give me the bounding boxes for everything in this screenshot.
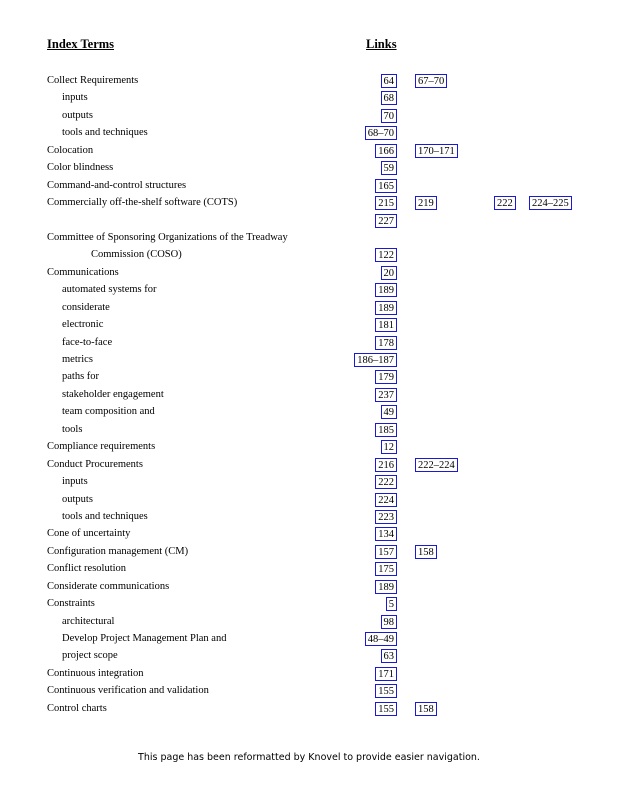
page-link[interactable]: 215 (375, 196, 397, 210)
page-link[interactable]: 155 (375, 702, 397, 716)
page-link[interactable]: 122 (375, 248, 397, 262)
page-link[interactable]: 216 (375, 458, 397, 472)
index-row (0, 247, 618, 264)
index-row (0, 300, 618, 317)
index-row (0, 614, 618, 631)
index-term: architectural (62, 615, 115, 627)
index-row (0, 474, 618, 491)
index-term: Commission (COSO) (91, 249, 182, 261)
index-term: Communications (47, 266, 119, 278)
index-row (0, 160, 618, 177)
index-row (0, 213, 618, 230)
index-row (0, 701, 618, 718)
index-list (0, 73, 618, 718)
index-terms-heading: Index Terms (47, 37, 115, 51)
index-term: Control charts (47, 702, 107, 714)
index-row (0, 457, 618, 474)
index-term: Conflict resolution (47, 563, 127, 575)
index-term: Collect Requirements (47, 75, 139, 86)
index-row (0, 439, 618, 456)
page-link[interactable]: 70 (381, 109, 398, 123)
footer-note: This page has been reformatted by Knovel to provide easier navigation. (138, 752, 480, 763)
index-row (0, 683, 618, 700)
index-term: inputs (62, 92, 88, 104)
index-term: Considerate communications (47, 580, 170, 592)
page-link[interactable]: 171 (375, 667, 397, 681)
page-link[interactable]: 134 (375, 527, 397, 541)
index-row (0, 90, 618, 107)
page-link[interactable]: 59 (381, 161, 398, 175)
index-row (0, 509, 618, 526)
index-row (0, 282, 618, 299)
index-row (0, 230, 618, 247)
index-row (0, 666, 618, 683)
index-row (0, 178, 618, 195)
index-row (0, 561, 618, 578)
index-term: inputs (62, 476, 88, 488)
page-link[interactable]: 189 (375, 301, 397, 315)
page-link[interactable]: 98 (381, 615, 398, 629)
index-term: Conduct Procurements (47, 458, 143, 470)
page-link[interactable]: 64 (381, 74, 398, 88)
index-row (0, 631, 618, 648)
page-link[interactable]: 224 (375, 493, 397, 507)
index-row (0, 387, 618, 404)
index-row (0, 596, 618, 613)
page-link[interactable]: 175 (375, 562, 397, 576)
index-term: tools (62, 423, 83, 435)
index-term: outputs (62, 109, 93, 121)
page-link[interactable]: 222 (494, 196, 516, 210)
index-row (0, 526, 618, 543)
page-link[interactable]: 227 (375, 214, 397, 228)
index-term: Compliance requirements (47, 441, 156, 453)
index-row (0, 579, 618, 596)
page-link[interactable]: 67–70 (415, 74, 447, 88)
page-link[interactable]: 48–49 (365, 632, 397, 646)
index-term: Cone of uncertainty (47, 528, 131, 540)
index-term: Colocation (47, 144, 94, 156)
index-term: considerate (62, 301, 110, 313)
index-term: Commercially off-the-shelf software (COTS) (47, 197, 238, 209)
index-row (0, 492, 618, 509)
page-link[interactable]: 166 (375, 144, 397, 158)
page-link[interactable]: 181 (375, 318, 397, 332)
page-link[interactable]: 170–171 (415, 144, 458, 158)
index-term: Configuration management (CM) (47, 545, 189, 557)
index-term: Develop Project Management Plan and (62, 633, 227, 644)
page-link[interactable]: 223 (375, 510, 397, 524)
index-term: Continuous integration (47, 667, 144, 679)
index-row (0, 352, 618, 369)
index-term: metrics (62, 354, 93, 365)
index-term: tools and techniques (62, 510, 148, 522)
index-term: electronic (62, 319, 104, 331)
page-link[interactable]: 5 (386, 597, 397, 611)
page-link[interactable]: 68 (381, 91, 398, 105)
page-link[interactable]: 179 (375, 370, 397, 384)
index-term: Color blindness (47, 162, 114, 174)
page-link[interactable]: 222–224 (415, 458, 458, 472)
page-link[interactable]: 165 (375, 179, 397, 193)
index-row (0, 108, 618, 125)
page-link[interactable]: 224–225 (529, 196, 572, 210)
index-row (0, 143, 618, 160)
page-link[interactable]: 157 (375, 545, 397, 559)
page-link[interactable]: 68–70 (365, 126, 397, 140)
index-row (0, 265, 618, 282)
page-link[interactable]: 63 (381, 649, 398, 663)
index-term: face-to-face (62, 336, 113, 348)
page-link[interactable]: 158 (415, 702, 437, 716)
page-link[interactable]: 178 (375, 336, 397, 350)
index-row (0, 544, 618, 561)
index-term: stakeholder engagement (62, 388, 164, 400)
index-row (0, 335, 618, 352)
index-term: Committee of Sponsoring Organizations of the Treadway (47, 231, 288, 243)
index-row (0, 195, 618, 212)
index-term: Command-and-control structures (47, 179, 187, 191)
page-link[interactable]: 20 (381, 266, 398, 280)
page-link[interactable]: 219 (415, 196, 437, 210)
index-term: project scope (62, 650, 118, 662)
index-term: automated systems for (62, 284, 157, 296)
page-link[interactable]: 12 (381, 440, 398, 454)
index-term: paths for (62, 371, 100, 383)
page-link[interactable]: 189 (375, 580, 397, 594)
index-row (0, 404, 618, 421)
index-term: Constraints (47, 598, 95, 610)
page-link[interactable]: 185 (375, 423, 397, 437)
page-link[interactable]: 155 (375, 684, 397, 698)
index-term: tools and techniques (62, 127, 148, 139)
page-link[interactable]: 49 (381, 405, 398, 419)
index-row (0, 369, 618, 386)
page-link[interactable]: 186–187 (354, 353, 397, 367)
index-row (0, 125, 618, 142)
index-row (0, 73, 618, 90)
page-link[interactable]: 222 (375, 475, 397, 489)
index-term: Continuous verification and validation (47, 685, 209, 697)
page-link[interactable]: 189 (375, 283, 397, 297)
index-row (0, 648, 618, 665)
links-heading: Links (366, 37, 397, 51)
page-link[interactable]: 158 (415, 545, 437, 559)
index-term: outputs (62, 493, 93, 505)
index-row (0, 422, 618, 439)
index-row (0, 317, 618, 334)
page-link[interactable]: 237 (375, 388, 397, 402)
index-term: team composition and (62, 406, 155, 418)
